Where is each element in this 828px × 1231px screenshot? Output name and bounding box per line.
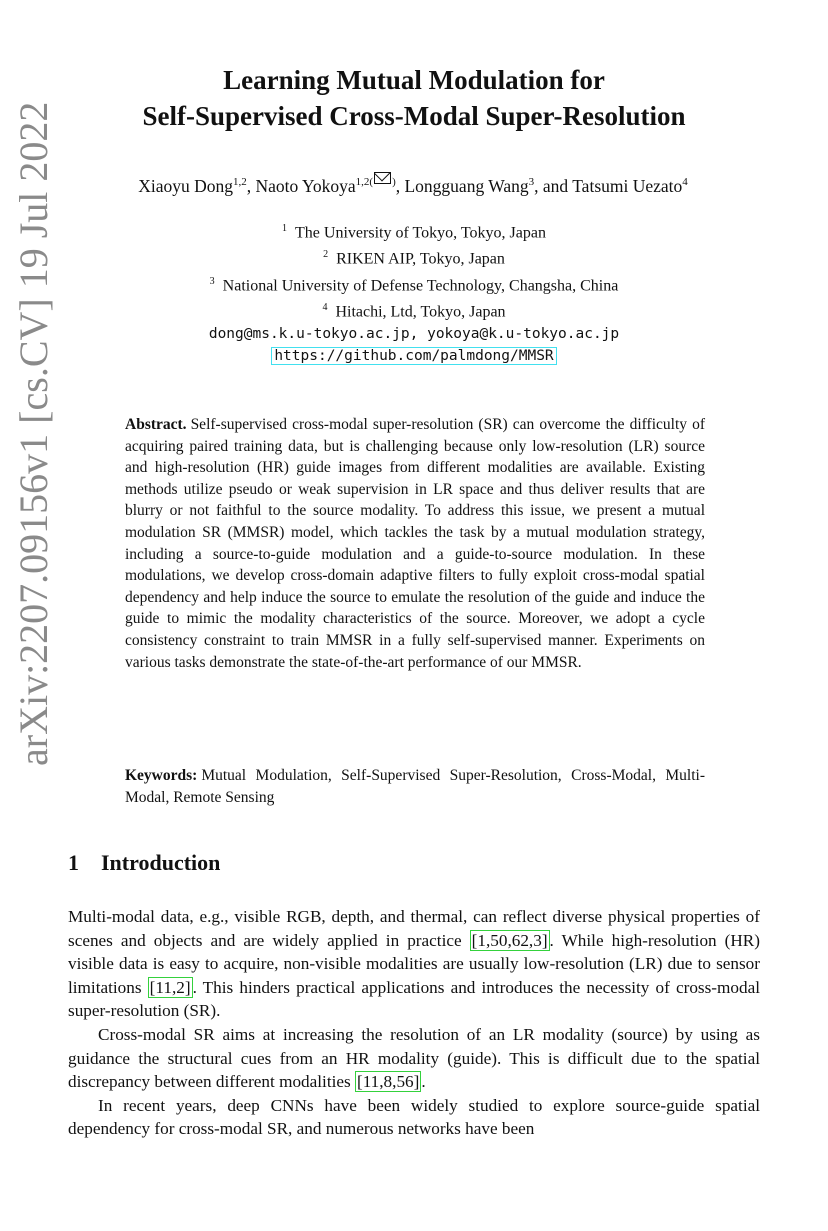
introduction-body [68,905,760,1141]
author-affiliation-mark: 4 [682,176,688,188]
affiliation-line: $^2$ RIKEN AIP, Tokyo, Japan [323,249,505,268]
citation-link[interactable]: [1,50,62,3] [471,930,548,950]
author-affiliation-mark: 3 [528,176,535,188]
abstract-label: Abstract. [125,416,187,433]
section-heading [68,850,220,876]
author-name: Tatsumi Uezato [572,175,683,196]
paragraph: Cross-modal SR aims at increasing the resolution of an LR modality (source) by using as guidance the structural cues from an HR modality (guide). This is difficult due to the spatial discrepancy between different modalities [11,8,56] . [68,1024,760,1092]
paragraph: In recent years, deep CNNs have been widely studied to explore source-guide spatial dependency for cross-modal SR, and numerous networks have been [68,1095,760,1139]
affiliation-line: $^4$ Hitachi, Ltd, Tokyo, Japan [322,301,506,321]
title-line-1: Learning Mutual Modulation for [223,65,605,95]
keywords-text: Mutual Modulation, Self-Supervised Super-Resolution, Cross-Modal, Multi-Modal, Remote Sensing [125,767,705,806]
keywords-block [125,765,705,809]
keywords-label: Keywords: [125,767,198,784]
section-title: Introduction [101,850,221,875]
title-line-2: Self-Supervised Cross-Modal Super-Resolution [142,101,686,131]
citation-link[interactable]: [11,8,56] [356,1072,420,1092]
author-name: Naoto Yokoya [255,175,356,196]
abstract-block [125,414,705,673]
paragraph: Multi-modal data, e.g., visible RGB, depth, and thermal, can reflect diverse physical properties of scenes and objects and are widely applied in practice [1,50,62,3] . While high-resolution (HR) visible data is easy to acquire, non-visible modalities are usually low-resolution (LR) due to sensor limitations [11,2] . This hinders practical applications and introduces the necessity of cross-modal super-resolution (SR). [68,907,760,1021]
arxiv-identifier-stamp: arXiv:2207.09156v1 [cs.CV] 19 Jul 2022 [11,101,56,766]
author-list [58,172,768,197]
author-affiliation-mark: 1,2 [232,176,247,188]
author-separator: , [246,175,256,196]
author-emails: dong@ms.k.u-tokyo.ac.jp, yokoya@k.u-tokyo.ac.jp [208,326,620,343]
affiliation-line: $^3$ National University of Defense Technology, Changsha, China [209,275,619,294]
abstract-text: Self-supervised cross-modal super-resolution (SR) can overcome the difficulty of acquiring paired training data, but is challenging because only low-resolution (LR) source and high-resolution (HR) guide images from different modalities are available. Existing methods utilize pseudo or weak supervision in LR space and thus deliver results that are blurry or not faithful to the source modality. To address this issue, we present a mutual modulation SR (MMSR) model, which tackles the task by a mutual modulation strategy, including a source-to-guide modulation and a guide-to-source modulation. In these modulations, we develop cross-domain adaptive filters to fully exploit cross-modal spatial dependency and help induce the source to emulate the resolution of the guide and induce the guide to mimic the modality characteristics of the source. Moreover, we adopt a cycle consistency constraint to train MMSR in a fully self-supervised manner. Experiments on various tasks demonstrate the state-of-the-art performance of our MMSR. [125,416,705,671]
paper-title [70,62,758,134]
author-separator: , [395,175,405,196]
author-name: Longguang Wang [404,175,529,196]
affiliations-block [70,218,758,367]
citation-link[interactable]: [11,2] [149,977,191,997]
repository-link[interactable]: https://github.com/palmdong/MMSR [271,347,556,365]
corresponding-author-mail-icon [374,172,391,184]
author-affiliation-mark: 1,2( ) [356,176,396,188]
affiliation-line: $^1$ The University of Tokyo, Tokyo, Japan [282,223,546,242]
author-name: Xiaoyu Dong [138,175,233,196]
author-and-separator: , and [534,175,573,196]
section-number: 1 [68,850,79,875]
